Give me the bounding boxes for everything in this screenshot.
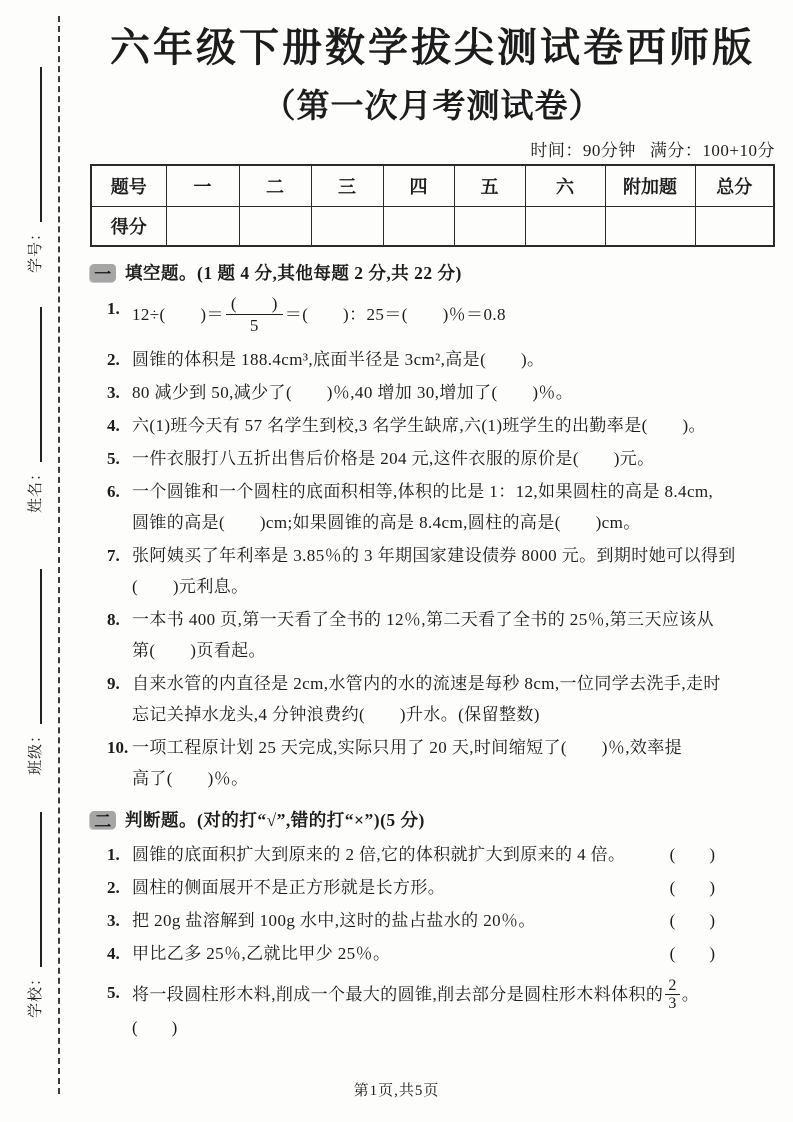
question-text-segment: ＝( )：25＝( )％＝0.8 <box>284 305 506 324</box>
question-line: 80 减少到 50,减少了( )％,40 增加 30,增加了( )％。 <box>132 383 574 402</box>
student-id-blank-line <box>27 67 42 222</box>
question-number: 9. <box>107 674 120 693</box>
question-line: 把 20g 盐溶解到 100g 水中,这时的盐占盐水的 20％。 <box>132 911 536 930</box>
score-table-header-cell: 三 <box>311 165 383 206</box>
question-line: 一项工程原计划 25 天完成,实际只用了 20 天,时间缩短了( )％,效率提 <box>132 738 683 757</box>
fraction <box>665 977 679 1012</box>
question-line: 一件衣服打八五折出售后价格是 204 元,这件衣服的原价是( )元。 <box>132 449 655 468</box>
question-number: 1. <box>107 299 120 318</box>
score-table-header-cell: 总分 <box>695 165 774 206</box>
question-text <box>132 668 775 730</box>
class-label: 班级： <box>27 726 44 775</box>
question-line: 圆锥的体积是 188.4cm³,底面半径是 3cm²,高是( )。 <box>132 350 545 369</box>
page-subtitle: （第一次月考测试卷） <box>262 89 603 125</box>
question-line: 六(1)班今天有 57 名学生到校,3 名学生缺席,六(1)班学生的出勤率是( )。 <box>132 416 706 435</box>
question-number: 6. <box>107 482 120 501</box>
question-number: 10. <box>107 738 129 757</box>
fraction-denominator: 3 <box>668 995 677 1012</box>
score-table-header-cell: 题号 <box>91 165 166 206</box>
question-text-segment: 将一段圆柱形木料,削成一个最大的圆锥,削去部分是圆柱形木料体积的 <box>132 985 664 1004</box>
question-number: 2. <box>107 878 120 897</box>
question-text-segment: 12÷( )＝ <box>132 305 224 324</box>
section2-questions <box>90 839 775 1043</box>
fill-question-6 <box>107 476 775 538</box>
answer-parens: ( ) <box>669 845 715 864</box>
question-text <box>132 604 775 666</box>
question-line: 张阿姨买了年利率是 3.85％的 3 年期国家建设债券 8000 元。到期时她可以得到 <box>132 546 736 565</box>
school-label: 学校： <box>27 969 44 1018</box>
judge-question-5 <box>107 977 775 1043</box>
question-text <box>132 344 775 375</box>
question-text <box>132 977 775 1043</box>
fill-question-7 <box>107 540 775 602</box>
question-line: 忘记关掉水龙头,4 分钟浪费约( )升水。(保留整数) <box>132 705 540 724</box>
question-text <box>132 293 775 336</box>
score-cell <box>605 206 695 246</box>
question-line: 圆柱的侧面展开不是正方形就是长方形。 <box>132 878 446 897</box>
question-number: 3. <box>107 383 120 402</box>
question-line: ( )元利息。 <box>132 577 249 596</box>
question-text <box>132 540 775 602</box>
fill-question-9 <box>107 668 775 730</box>
question-number: 7. <box>107 546 120 565</box>
question-number: 4. <box>107 944 120 963</box>
seal-line-divider <box>58 16 60 1094</box>
judge-question-2 <box>107 872 775 903</box>
student-name-label: 姓名： <box>27 464 44 513</box>
question-number: 2. <box>107 350 120 369</box>
question-line: 一本书 400 页,第一天看了全书的 12％,第二天看了全书的 25％,第三天应该从 <box>132 610 715 629</box>
page-number: 第1页,共5页 <box>353 1083 440 1099</box>
fill-question-2 <box>107 344 775 375</box>
question-line: 第( )页看起。 <box>132 641 266 660</box>
question-line: 高了( )％。 <box>132 769 249 788</box>
fill-question-3 <box>107 377 775 408</box>
judge-question-4 <box>107 938 775 969</box>
fill-question-8 <box>107 604 775 666</box>
answer-parens: ( ) <box>669 944 715 963</box>
question-number: 1. <box>107 845 120 864</box>
student-id-label: 学号： <box>27 224 44 273</box>
section1-header <box>90 260 775 285</box>
student-id-field <box>19 67 49 273</box>
question-text <box>132 410 775 441</box>
student-name-field <box>19 307 49 513</box>
question-text <box>132 732 775 794</box>
question-number: 5. <box>107 983 120 1002</box>
score-cell <box>454 206 525 246</box>
question-text <box>132 443 775 474</box>
fraction-numerator: 2 <box>665 977 679 995</box>
section1-title: 填空题。(1 题 4 分,其他每题 2 分,共 22 分) <box>125 263 462 283</box>
answer-parens-line <box>132 1018 177 1037</box>
answer-parens: ( ) <box>669 911 715 930</box>
score-cell <box>525 206 605 246</box>
section2-header <box>90 807 775 832</box>
school-field <box>19 812 49 1018</box>
fill-question-5 <box>107 443 775 474</box>
score-table-header-cell: 四 <box>383 165 454 206</box>
class-field <box>19 569 49 775</box>
score-cell <box>239 206 311 246</box>
question-number: 3. <box>107 911 120 930</box>
page-title: 六年级下册数学拔尖测试卷西师版 <box>110 25 755 70</box>
question-line: 圆锥的底面积扩大到原来的 2 倍,它的体积就扩大到原来的 4 倍。 <box>132 845 626 864</box>
score-table-header-cell: 六 <box>525 165 605 206</box>
section1-questions <box>90 293 775 794</box>
score-cell <box>311 206 383 246</box>
judge-question-3 <box>107 905 775 936</box>
test-paper <box>90 0 775 1051</box>
section2-marker-badge: 二 <box>90 811 116 829</box>
answer-parens: ( ) <box>669 878 715 897</box>
fill-question-1 <box>107 293 775 336</box>
question-line: 甲比乙多 25％,乙就比甲少 25％。 <box>132 944 391 963</box>
score-table-header-cell: 一 <box>166 165 239 206</box>
class-blank-line <box>27 569 42 724</box>
question-line <box>132 293 775 336</box>
exam-info <box>90 136 775 161</box>
question-text-segment: 。 <box>681 985 700 1004</box>
fraction <box>226 293 283 336</box>
full-score: 满分：100+10分 <box>649 141 775 160</box>
score-cell <box>695 206 774 246</box>
time-limit: 时间：90分钟 <box>530 141 636 160</box>
judge-question-1 <box>107 839 775 870</box>
question-line: 圆锥的高是( )cm;如果圆锥的高是 8.4cm,圆柱的高是( )cm。 <box>132 513 641 532</box>
section1-marker-badge: 一 <box>90 264 116 282</box>
fill-question-10 <box>107 732 775 794</box>
question-text <box>132 476 775 538</box>
score-table-header-cell: 附加题 <box>605 165 695 206</box>
score-cell <box>166 206 239 246</box>
question-number: 5. <box>107 449 120 468</box>
school-blank-line <box>27 812 42 967</box>
section2-title: 判断题。(对的打“√”,错的打“×”)(5 分) <box>125 810 425 830</box>
score-table <box>90 164 775 247</box>
fraction-numerator: ( ) <box>226 293 283 315</box>
score-table-header-cell: 二 <box>239 165 311 206</box>
student-name-blank-line <box>27 307 42 462</box>
fraction-denominator: 5 <box>249 316 259 335</box>
question-number: 4. <box>107 416 120 435</box>
answer-parens: ( ) <box>132 1018 178 1037</box>
fill-question-4 <box>107 410 775 441</box>
question-number: 8. <box>107 610 120 629</box>
question-text <box>132 377 775 408</box>
score-row-label: 得分 <box>91 206 166 246</box>
question-line: 自来水管的内直径是 2cm,水管内的水的流速是每秒 8cm,一位同学去洗手,走时 <box>132 674 721 693</box>
score-cell <box>383 206 454 246</box>
question-line <box>132 977 775 1012</box>
question-line: 一个圆锥和一个圆柱的底面积相等,体积的比是 1：12,如果圆柱的高是 8.4cm, <box>132 482 714 501</box>
score-table-header-cell: 五 <box>454 165 525 206</box>
